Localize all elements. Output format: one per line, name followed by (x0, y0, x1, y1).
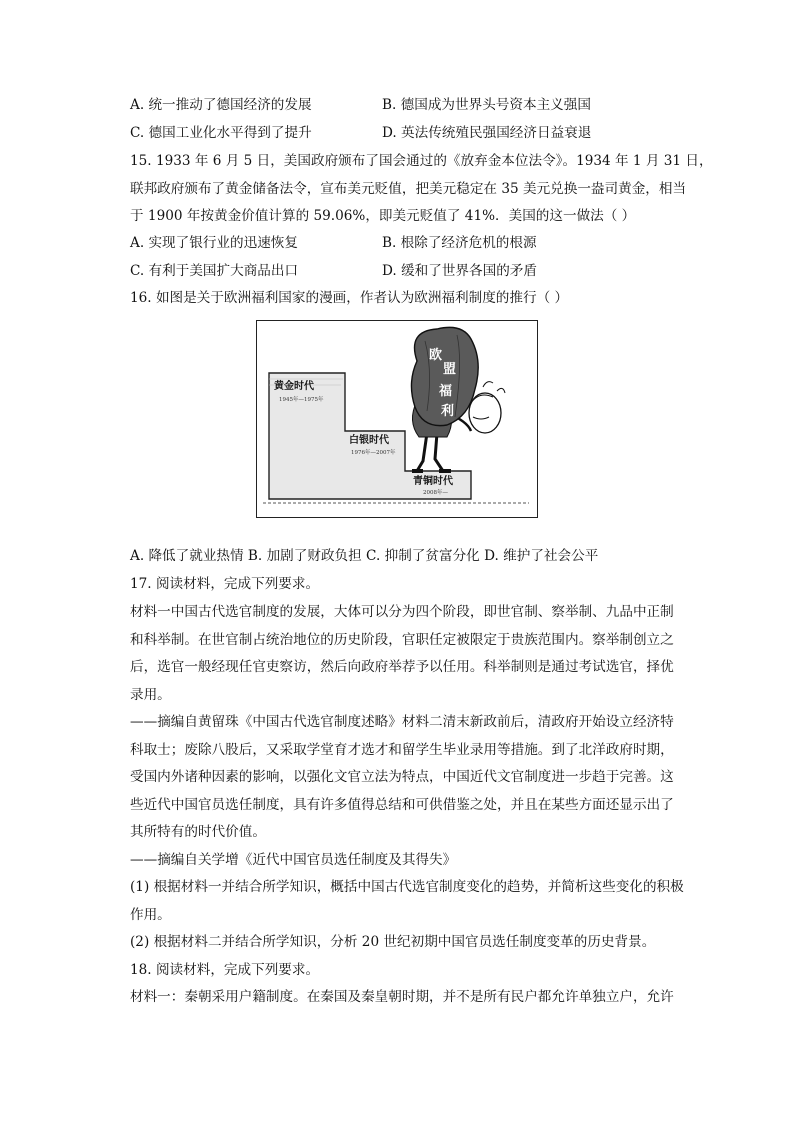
step-bronze-age-label: 青铜时代 (413, 476, 453, 487)
welfare-cartoon (256, 320, 538, 518)
q17-material2-line-5: 其所特有的时代价值。 (130, 824, 266, 840)
step-golden-age-date: 1945年—1975年 (279, 397, 324, 403)
q17-material1-line-4: 录用。 (130, 687, 171, 703)
q15-option-b: B. 根除了经济危机的根源 (382, 235, 537, 251)
q15-option-d: D. 缓和了世界各国的矛盾 (382, 263, 537, 279)
sack-char-meng: 盟 (443, 362, 457, 377)
q18-stem: 18. 阅读材料，完成下列要求。 (130, 962, 320, 978)
q15-option-a: A. 实现了银行业的迅速恢复 (130, 235, 298, 251)
welfare-cartoon-drawing (257, 321, 536, 516)
q14-option-b: B. 德国成为世界头号资本主义强国 (382, 97, 591, 113)
q17-material2-line-1: ——摘编自黄留珠《中国古代选官制度述略》材料二清末新政前后，清政府开始设立经济特 (130, 714, 674, 730)
step-golden-age-label: 黄金时代 (274, 381, 314, 392)
q17-question2: (2) 根据材料二并结合所学知识，分析 20 世纪初期中国官员选任制度变革的历史背景。 (130, 934, 656, 950)
q16-options: A. 降低了就业热情 B. 加剧了财政负担 C. 抑制了贫富分化 D. 维护了社会公平 (130, 548, 599, 564)
step-silver-age-label: 白银时代 (349, 435, 389, 446)
q18-material1-line-1: 材料一：秦朝采用户籍制度。在秦国及秦皇朝时期，并不是所有民户都允许单独立户，允许 (130, 989, 674, 1005)
q14-option-d: D. 英法传统殖民强国经济日益衰退 (382, 125, 592, 141)
q14-option-a: A. 统一推动了德国经济的发展 (130, 97, 312, 113)
q17-material1-line-1: 材料一中国古代选官制度的发展，大体可以分为四个阶段，即世官制、察举制、九品中正制 (130, 604, 674, 620)
q17-material2-line-4: 些近代中国官员选任制度，具有许多值得总结和可供借鉴之处，并且在某些方面还显示出了 (130, 797, 674, 813)
sack-char-li: 利 (441, 404, 455, 419)
q17-question1-line-1: (1) 根据材料一并结合所学知识，概括中国古代选官制度变化的趋势，并简析这些变化的积极 (130, 879, 684, 895)
q16-stem: 16. 如图是关于欧洲福利国家的漫画，作者认为欧洲福利制度的推行（ ） (130, 290, 569, 306)
q15-stem-line-2: 联邦政府颁布了黄金储备法令，宣布美元贬值，把美元稳定在 35 美元兑换一盎司黄金，相当 (130, 181, 687, 197)
q17-material2-source: ——摘编自关学增《近代中国官员选任制度及其得失》 (130, 852, 457, 868)
step-bronze-age-date: 2008年— (423, 490, 448, 496)
q17-material1-line-3: 后，选官一般经现任官吏察访，然后向政府举荐予以任用。科举制则是通过考试选官，择优 (130, 659, 674, 675)
q17-question1-line-2: 作用。 (130, 907, 171, 923)
q17-material2-line-3: 受国内外诸种因素的影响，以强化文官立法为特点，中国近代文官制度进一步趋于完善。这 (130, 769, 674, 785)
q17-material2-line-2: 科取士；废除八股后，又采取学堂育才选才和留学生毕业录用等措施。到了北洋政府时期， (130, 742, 674, 758)
q14-option-c: C. 德国工业化水平得到了提升 (130, 125, 312, 141)
q15-option-c: C. 有利于美国扩大商品出口 (130, 263, 299, 279)
q15-stem-line-3: 于 1900 年按黄金价值计算的 59.06%，即美元贬值了 41%．美国的这一做法（ ） (130, 208, 636, 224)
q17-stem: 17. 阅读材料，完成下列要求。 (130, 576, 320, 592)
eu-welfare-sack (411, 327, 478, 425)
sack-char-fu: 福 (439, 384, 453, 399)
q15-stem-line-1: 15. 1933 年 6 月 5 日，美国政府颁布了国会通过的《放弃金本位法令》。1934 年 1 月 31 日， (130, 153, 713, 169)
step-silver-age-date: 1976年—2007年 (351, 450, 396, 456)
q17-material1-line-2: 和科举制。在世官制占统治地位的历史阶段，官职任定被限定于贵族范围内。察举制创立之 (130, 632, 674, 648)
sack-char-ou: 欧 (429, 348, 443, 363)
